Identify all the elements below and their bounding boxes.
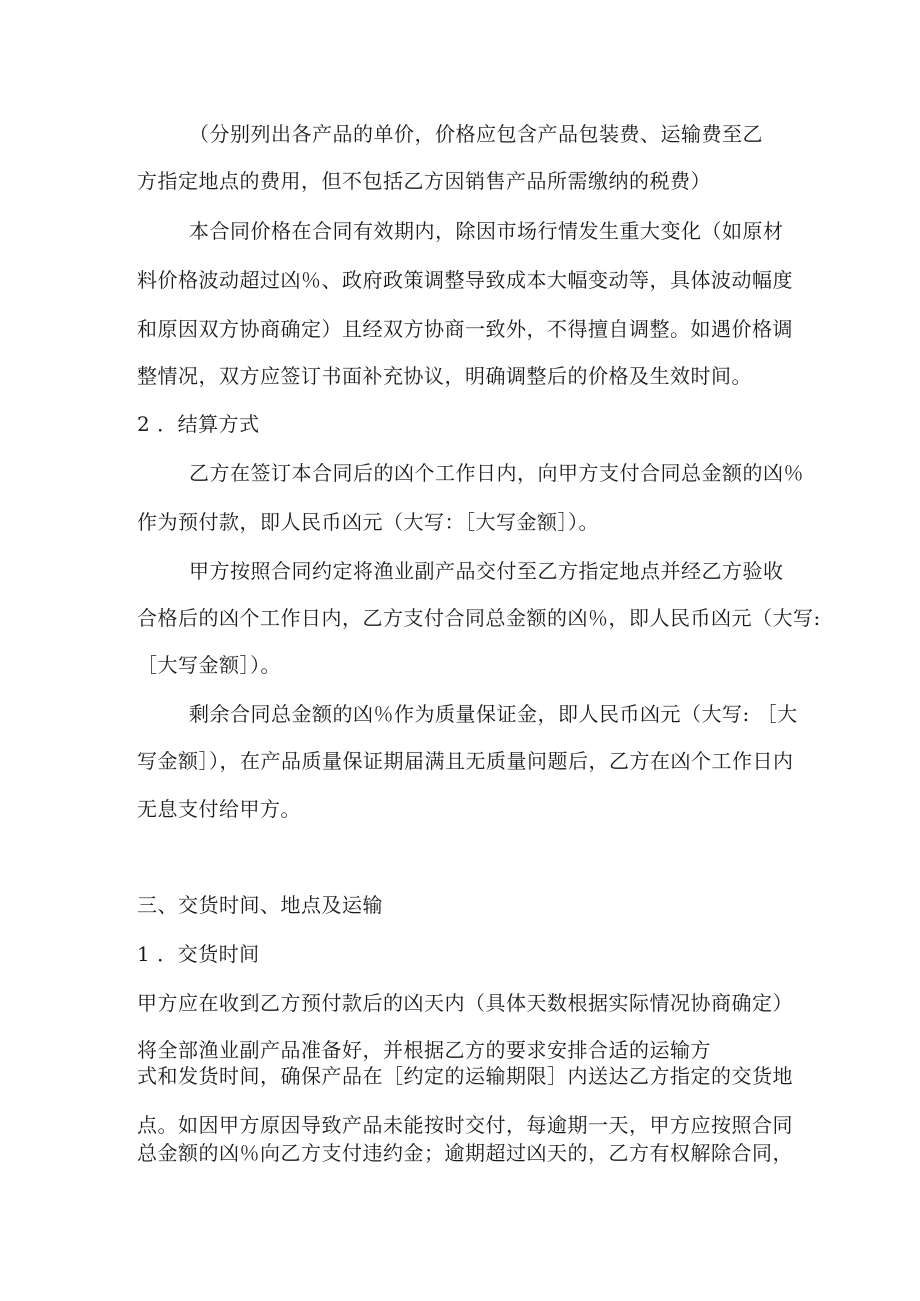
paragraph-line: 点。如因甲方原因导致产品未能按时交付，每逾期一天，甲方应按照合同 — [137, 1113, 793, 1137]
paragraph-line: 料价格波动超过凶％、政府政策调整导致成本大幅变动等，具体波动幅度 — [137, 268, 793, 292]
paragraph-line: 合格后的凶个工作日内，乙方支付合同总金额的凶％，即人民币凶元（大写: — [137, 606, 821, 630]
paragraph-line: 作为预付款，即人民币凶元（大写：［大写金额］）。 — [137, 510, 599, 534]
paragraph-line: 无息支付给甲方。 — [137, 797, 301, 821]
paragraph-line: ［大写金额］）。 — [137, 653, 281, 677]
paragraph-line: 乙方在签订本合同后的凶个工作日内，向甲方支付合同总金额的凶％ — [189, 461, 804, 485]
paragraph-line: （分别列出各产品的单价，价格应包含产品包装费、运输费至乙 — [189, 122, 763, 146]
paragraph-line: 方指定地点的费用，但不包括乙方因销售产品所需缴纳的税费） — [137, 169, 711, 193]
paragraph-line: 本合同价格在合同有效期内，除因市场行情发生重大变化（如原材 — [189, 219, 784, 243]
paragraph-line: 整情况，双方应签订书面补充协议，明确调整后的价格及生效时间。 — [137, 364, 752, 388]
paragraph-line: 总金额的凶％向乙方支付违约金；逾期超过凶天的，乙方有权解除合同， — [137, 1141, 793, 1165]
paragraph-line: 甲方按照合同约定将渔业副产品交付至乙方指定地点并经乙方验收 — [189, 559, 784, 583]
chapter-heading: 三、交货时间、地点及运输 — [137, 893, 383, 917]
paragraph-line: 剩余合同总金额的凶％作为质量保证金，即人民币凶元（大写: ［大 — [189, 702, 798, 726]
section-heading: 2 ．结算方式 — [137, 412, 260, 436]
paragraph-line: 甲方应在收到乙方预付款后的凶天内（具体天数根据实际情况协商确定） — [137, 991, 793, 1015]
paragraph-line: 将全部渔业副产品准备好，并根据乙方的要求安排合适的运输方 — [137, 1038, 711, 1062]
paragraph-line: 和原因双方协商确定）且经双方协商一致外，不得擅自调整。如遇价格调 — [137, 317, 793, 341]
section-heading: 1 ．交货时间 — [137, 942, 260, 966]
paragraph-line: 写金额］），在产品质量保证期届满且无质量问题后，乙方在凶个工作日内 — [137, 749, 794, 773]
paragraph-line: 式和发货时间，确保产品在［约定的运输期限］内送达乙方指定的交货地 — [137, 1064, 793, 1088]
